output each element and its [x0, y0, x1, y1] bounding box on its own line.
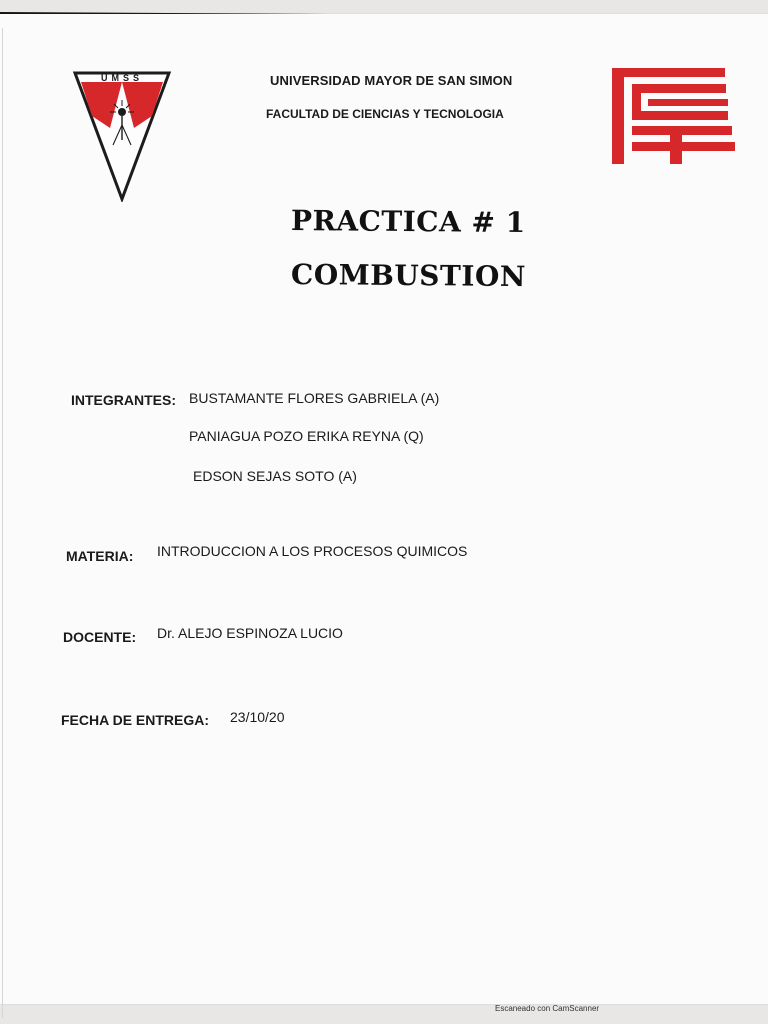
practice-topic-title: COMBUSTION — [290, 258, 527, 294]
fecha-label: FECHA DE ENTREGA: — [61, 712, 210, 728]
fecha-value: 23/10/20 — [230, 709, 285, 725]
faculty-name: FACULTAD DE CIENCIAS Y TECNOLOGIA — [266, 107, 504, 121]
member-3: EDSON SEJAS SOTO (A) — [193, 468, 357, 484]
umss-logo-icon — [72, 70, 172, 202]
docente-label: DOCENTE: — [63, 629, 137, 645]
docente-value: Dr. ALEJO ESPINOZA LUCIO — [157, 625, 343, 641]
member-1: BUSTAMANTE FLORES GABRIELA (A) — [189, 390, 440, 406]
integrantes-label: INTEGRANTES: — [71, 392, 176, 408]
fcyt-logo-icon — [610, 66, 735, 166]
page-left-edge — [2, 28, 3, 1018]
materia-label: MATERIA: — [66, 548, 134, 564]
practice-number-title: PRACTICA # 1 — [290, 204, 526, 240]
university-name: UNIVERSIDAD MAYOR DE SAN SIMON — [270, 73, 513, 88]
svg-text:UMSS: UMSS — [100, 73, 144, 83]
materia-value: INTRODUCCION A LOS PROCESOS QUIMICOS — [157, 543, 468, 559]
member-2: PANIAGUA POZO ERIKA REYNA (Q) — [189, 428, 424, 444]
scanner-watermark: Escaneado con CamScanner — [495, 1004, 600, 1013]
